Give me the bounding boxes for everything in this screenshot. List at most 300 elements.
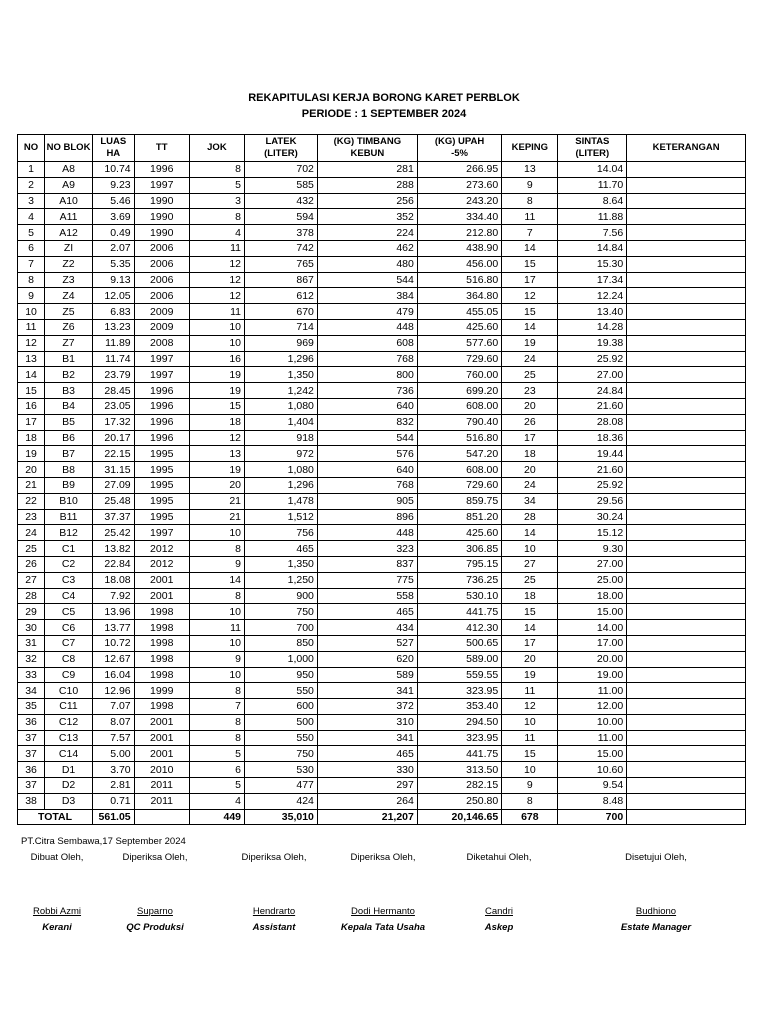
cell-no: 3: [18, 193, 45, 209]
cell-timbang-kebun: 256: [317, 193, 417, 209]
cell-luas-ha: 7.07: [92, 699, 134, 715]
cell-upah: 306.85: [417, 541, 501, 557]
cell-latek: 1,242: [245, 383, 318, 399]
cell-jok: 15: [189, 398, 244, 414]
cell-no-blok: Z5: [45, 304, 93, 320]
cell-no: 27: [18, 572, 45, 588]
cell-upah: 589.00: [417, 651, 501, 667]
cell-keping: 24: [502, 477, 558, 493]
cell-sintas: 27.00: [558, 556, 627, 572]
cell-keterangan: [627, 304, 746, 320]
cell-keterangan: [627, 162, 746, 178]
cell-keping: 23: [502, 383, 558, 399]
cell-jok: 12: [189, 430, 244, 446]
cell-keterangan: [627, 667, 746, 683]
column-header-luas-ha: LUAS HA: [92, 135, 134, 162]
cell-keping: 19: [502, 335, 558, 351]
cell-luas-ha: 22.15: [92, 446, 134, 462]
cell-latek: 530: [245, 762, 318, 778]
column-header-no-blok: NO BLOK: [45, 135, 93, 162]
cell-luas-ha: 3.69: [92, 209, 134, 225]
cell-latek: 950: [245, 667, 318, 683]
cell-latek: 612: [245, 288, 318, 304]
cell-timbang-kebun: 905: [317, 493, 417, 509]
cell-luas-ha: 13.96: [92, 604, 134, 620]
cell-timbang-kebun: 341: [317, 730, 417, 746]
cell-tt: 2012: [134, 541, 189, 557]
cell-keterangan: [627, 383, 746, 399]
table-row: [18, 367, 746, 383]
cell-keping: 15: [502, 604, 558, 620]
cell-luas-ha: 2.81: [92, 778, 134, 794]
cell-no: 24: [18, 525, 45, 541]
signature-name: Suparno: [137, 906, 173, 917]
cell-tt: 2010: [134, 762, 189, 778]
cell-sintas: 19.38: [558, 335, 627, 351]
cell-tt: 2006: [134, 240, 189, 256]
cell-no: 36: [18, 714, 45, 730]
cell-sintas: 11.70: [558, 177, 627, 193]
cell-latek: 1,080: [245, 398, 318, 414]
table-row: [18, 414, 746, 430]
cell-no-blok: Z3: [45, 272, 93, 288]
cell-no: 14: [18, 367, 45, 383]
cell-sintas: 24.84: [558, 383, 627, 399]
cell-latek: 918: [245, 430, 318, 446]
cell-upah: 438.90: [417, 240, 501, 256]
table-row: [18, 588, 746, 604]
report-period: PERIODE : 1 SEPTEMBER 2024: [301, 108, 467, 120]
cell-jok: 10: [189, 635, 244, 651]
cell-luas-ha: 13.23: [92, 319, 134, 335]
cell-keping: 11: [502, 730, 558, 746]
cell-tt: 1998: [134, 699, 189, 715]
cell-latek: 756: [245, 525, 318, 541]
cell-keterangan: [627, 714, 746, 730]
cell-jok: 11: [189, 620, 244, 636]
cell-no-blok: B6: [45, 430, 93, 446]
cell-timbang-kebun: 589: [317, 667, 417, 683]
signature-position: QC Produksi: [126, 922, 184, 933]
cell-jok: 10: [189, 525, 244, 541]
cell-latek: 1,000: [245, 651, 318, 667]
cell-sintas: 10.60: [558, 762, 627, 778]
cell-timbang-kebun: 465: [317, 604, 417, 620]
cell-luas-ha: 17.32: [92, 414, 134, 430]
cell-no: 6: [18, 240, 45, 256]
cell-keping: 19: [502, 667, 558, 683]
cell-upah: 353.40: [417, 699, 501, 715]
cell-latek: 969: [245, 335, 318, 351]
cell-tt: 2006: [134, 272, 189, 288]
cell-jok: 10: [189, 335, 244, 351]
cell-keping: 24: [502, 351, 558, 367]
table-row: [18, 556, 746, 572]
total-luas: 561.05: [92, 809, 134, 825]
cell-no: 18: [18, 430, 45, 446]
table-row: [18, 177, 746, 193]
cell-no: 21: [18, 477, 45, 493]
cell-keterangan: [627, 225, 746, 241]
cell-timbang-kebun: 896: [317, 509, 417, 525]
cell-keterangan: [627, 572, 746, 588]
cell-keping: 20: [502, 462, 558, 478]
cell-keterangan: [627, 430, 746, 446]
cell-timbang-kebun: 462: [317, 240, 417, 256]
cell-keping: 14: [502, 525, 558, 541]
cell-no: 30: [18, 620, 45, 636]
cell-keterangan: [627, 604, 746, 620]
total-latek: 35,010: [245, 809, 318, 825]
cell-latek: 1,080: [245, 462, 318, 478]
cell-upah: 364.80: [417, 288, 501, 304]
cell-no: 19: [18, 446, 45, 462]
cell-sintas: 12.24: [558, 288, 627, 304]
cell-tt: 2001: [134, 588, 189, 604]
cell-sintas: 20.00: [558, 651, 627, 667]
cell-latek: 972: [245, 446, 318, 462]
signature-label: Diperiksa Oleh,: [122, 852, 188, 863]
cell-timbang-kebun: 341: [317, 683, 417, 699]
table-row: [18, 620, 746, 636]
table-row: [18, 430, 746, 446]
cell-jok: 5: [189, 177, 244, 193]
cell-no-blok: Z2: [45, 256, 93, 272]
cell-upah: 425.60: [417, 525, 501, 541]
cell-timbang-kebun: 837: [317, 556, 417, 572]
cell-jok: 11: [189, 304, 244, 320]
table-row: [18, 541, 746, 557]
cell-no: 15: [18, 383, 45, 399]
cell-upah: 250.80: [417, 793, 501, 809]
cell-timbang-kebun: 736: [317, 383, 417, 399]
signature-position: Estate Manager: [620, 922, 692, 933]
cell-luas-ha: 10.72: [92, 635, 134, 651]
cell-luas-ha: 0.71: [92, 793, 134, 809]
cell-tt: 2009: [134, 304, 189, 320]
cell-jok: 6: [189, 762, 244, 778]
cell-upah: 441.75: [417, 746, 501, 762]
cell-latek: 550: [245, 730, 318, 746]
cell-luas-ha: 10.74: [92, 162, 134, 178]
table-row: [18, 667, 746, 683]
table-row: [18, 525, 746, 541]
cell-luas-ha: 25.42: [92, 525, 134, 541]
cell-keterangan: [627, 525, 746, 541]
cell-keping: 17: [502, 272, 558, 288]
cell-no: 37: [18, 730, 45, 746]
cell-luas-ha: 8.07: [92, 714, 134, 730]
total-keterangan: [627, 809, 746, 825]
cell-latek: 742: [245, 240, 318, 256]
cell-luas-ha: 5.35: [92, 256, 134, 272]
cell-sintas: 10.00: [558, 714, 627, 730]
table-row: [18, 462, 746, 478]
cell-no-blok: A8: [45, 162, 93, 178]
cell-timbang-kebun: 448: [317, 319, 417, 335]
cell-keping: 17: [502, 635, 558, 651]
cell-keterangan: [627, 746, 746, 762]
table-row: [18, 651, 746, 667]
cell-no-blok: C2: [45, 556, 93, 572]
table-row: [18, 319, 746, 335]
cell-latek: 670: [245, 304, 318, 320]
cell-tt: 2011: [134, 778, 189, 794]
cell-no-blok: C1: [45, 541, 93, 557]
cell-latek: 1,296: [245, 477, 318, 493]
cell-tt: 1995: [134, 446, 189, 462]
cell-timbang-kebun: 330: [317, 762, 417, 778]
cell-keping: 15: [502, 256, 558, 272]
cell-luas-ha: 16.04: [92, 667, 134, 683]
total-timbang: 21,207: [317, 809, 417, 825]
cell-jok: 14: [189, 572, 244, 588]
cell-timbang-kebun: 620: [317, 651, 417, 667]
table-row: [18, 335, 746, 351]
total-keping: 678: [502, 809, 558, 825]
cell-keterangan: [627, 683, 746, 699]
cell-no: 16: [18, 398, 45, 414]
table-row: [18, 209, 746, 225]
cell-timbang-kebun: 297: [317, 778, 417, 794]
cell-upah: 699.20: [417, 383, 501, 399]
column-header-upah: (KG) UPAH -5%: [417, 135, 501, 162]
cell-keping: 17: [502, 430, 558, 446]
cell-tt: 1997: [134, 177, 189, 193]
cell-timbang-kebun: 527: [317, 635, 417, 651]
cell-no-blok: C13: [45, 730, 93, 746]
cell-no-blok: B11: [45, 509, 93, 525]
cell-upah: 243.20: [417, 193, 501, 209]
signature-label: Diperiksa Oleh,: [350, 852, 416, 863]
cell-jok: 13: [189, 446, 244, 462]
cell-keterangan: [627, 288, 746, 304]
cell-keterangan: [627, 193, 746, 209]
cell-upah: 334.40: [417, 209, 501, 225]
table-row: [18, 193, 746, 209]
cell-no-blok: D2: [45, 778, 93, 794]
cell-jok: 8: [189, 541, 244, 557]
cell-jok: 21: [189, 509, 244, 525]
cell-luas-ha: 23.05: [92, 398, 134, 414]
signature-name: Hendrarto: [252, 906, 296, 917]
cell-keping: 12: [502, 288, 558, 304]
cell-jok: 12: [189, 288, 244, 304]
cell-sintas: 14.00: [558, 620, 627, 636]
cell-no-blok: B7: [45, 446, 93, 462]
cell-keping: 13: [502, 162, 558, 178]
cell-luas-ha: 28.45: [92, 383, 134, 399]
cell-luas-ha: 9.23: [92, 177, 134, 193]
cell-keping: 25: [502, 367, 558, 383]
cell-no: 17: [18, 414, 45, 430]
column-header-jok: JOK: [189, 135, 244, 162]
cell-upah: 323.95: [417, 683, 501, 699]
cell-keterangan: [627, 509, 746, 525]
cell-timbang-kebun: 544: [317, 430, 417, 446]
cell-tt: 1998: [134, 604, 189, 620]
table-row: [18, 604, 746, 620]
cell-jok: 12: [189, 256, 244, 272]
cell-latek: 600: [245, 699, 318, 715]
cell-no-blok: C10: [45, 683, 93, 699]
cell-jok: 4: [189, 225, 244, 241]
cell-keterangan: [627, 398, 746, 414]
cell-jok: 10: [189, 319, 244, 335]
cell-luas-ha: 12.96: [92, 683, 134, 699]
cell-keterangan: [627, 272, 746, 288]
cell-jok: 11: [189, 240, 244, 256]
cell-keping: 15: [502, 746, 558, 762]
table-row: [18, 240, 746, 256]
cell-jok: 16: [189, 351, 244, 367]
cell-jok: 18: [189, 414, 244, 430]
cell-no-blok: A12: [45, 225, 93, 241]
table-row: [18, 288, 746, 304]
cell-no: 37: [18, 746, 45, 762]
cell-timbang-kebun: 640: [317, 462, 417, 478]
cell-jok: 8: [189, 162, 244, 178]
cell-keterangan: [627, 319, 746, 335]
cell-no: 5: [18, 225, 45, 241]
cell-keterangan: [627, 414, 746, 430]
cell-no: 20: [18, 462, 45, 478]
column-header-keterangan: KETERANGAN: [627, 135, 746, 162]
cell-keping: 7: [502, 225, 558, 241]
cell-keterangan: [627, 762, 746, 778]
report-title: REKAPITULASI KERJA BORONG KARET PERBLOK: [248, 92, 520, 104]
cell-timbang-kebun: 640: [317, 398, 417, 414]
signature-position: Assistant: [252, 922, 296, 933]
cell-sintas: 21.60: [558, 462, 627, 478]
cell-timbang-kebun: 384: [317, 288, 417, 304]
cell-no: 8: [18, 272, 45, 288]
cell-luas-ha: 37.37: [92, 509, 134, 525]
table-row: [18, 446, 746, 462]
cell-tt: 2008: [134, 335, 189, 351]
cell-jok: 10: [189, 604, 244, 620]
cell-luas-ha: 9.13: [92, 272, 134, 288]
cell-timbang-kebun: 264: [317, 793, 417, 809]
cell-keterangan: [627, 588, 746, 604]
cell-no-blok: D1: [45, 762, 93, 778]
cell-sintas: 7.56: [558, 225, 627, 241]
cell-no-blok: B5: [45, 414, 93, 430]
cell-upah: 859.75: [417, 493, 501, 509]
cell-latek: 432: [245, 193, 318, 209]
cell-upah: 313.50: [417, 762, 501, 778]
cell-no-blok: C4: [45, 588, 93, 604]
cell-timbang-kebun: 768: [317, 351, 417, 367]
cell-timbang-kebun: 832: [317, 414, 417, 430]
cell-luas-ha: 13.82: [92, 541, 134, 557]
cell-luas-ha: 7.92: [92, 588, 134, 604]
table-row: [18, 225, 746, 241]
cell-tt: 2011: [134, 793, 189, 809]
cell-latek: 378: [245, 225, 318, 241]
cell-keterangan: [627, 699, 746, 715]
cell-jok: 8: [189, 730, 244, 746]
cell-upah: 577.60: [417, 335, 501, 351]
cell-tt: 1990: [134, 225, 189, 241]
table-header-row: [18, 135, 746, 162]
cell-latek: 867: [245, 272, 318, 288]
cell-jok: 8: [189, 683, 244, 699]
cell-keterangan: [627, 778, 746, 794]
cell-latek: 1,250: [245, 572, 318, 588]
cell-sintas: 12.00: [558, 699, 627, 715]
table-row: [18, 635, 746, 651]
cell-no: 9: [18, 288, 45, 304]
cell-upah: 729.60: [417, 477, 501, 493]
cell-tt: 2001: [134, 746, 189, 762]
cell-latek: 1,296: [245, 351, 318, 367]
cell-sintas: 13.40: [558, 304, 627, 320]
cell-keterangan: [627, 351, 746, 367]
cell-sintas: 14.04: [558, 162, 627, 178]
cell-keping: 10: [502, 541, 558, 557]
cell-timbang-kebun: 608: [317, 335, 417, 351]
cell-no: 38: [18, 793, 45, 809]
cell-sintas: 15.12: [558, 525, 627, 541]
cell-luas-ha: 12.67: [92, 651, 134, 667]
cell-no: 7: [18, 256, 45, 272]
cell-sintas: 14.28: [558, 319, 627, 335]
cell-sintas: 11.00: [558, 730, 627, 746]
cell-upah: 608.00: [417, 398, 501, 414]
cell-luas-ha: 18.08: [92, 572, 134, 588]
cell-upah: 456.00: [417, 256, 501, 272]
signature-label: Dibuat Oleh,: [30, 852, 84, 863]
total-upah: 20,146.65: [417, 809, 501, 825]
cell-keping: 18: [502, 446, 558, 462]
cell-timbang-kebun: 352: [317, 209, 417, 225]
cell-keping: 20: [502, 651, 558, 667]
signature-name: Candri: [485, 906, 513, 917]
cell-tt: 2009: [134, 319, 189, 335]
cell-upah: 282.15: [417, 778, 501, 794]
cell-keterangan: [627, 651, 746, 667]
table-row: [18, 272, 746, 288]
cell-jok: 7: [189, 699, 244, 715]
cell-upah: 760.00: [417, 367, 501, 383]
cell-no: 13: [18, 351, 45, 367]
cell-luas-ha: 5.46: [92, 193, 134, 209]
cell-timbang-kebun: 544: [317, 272, 417, 288]
cell-tt: 1996: [134, 414, 189, 430]
cell-no: 29: [18, 604, 45, 620]
cell-tt: 2006: [134, 256, 189, 272]
cell-luas-ha: 11.89: [92, 335, 134, 351]
cell-no-blok: B4: [45, 398, 93, 414]
cell-latek: 750: [245, 746, 318, 762]
cell-luas-ha: 6.83: [92, 304, 134, 320]
table-row: [18, 746, 746, 762]
cell-timbang-kebun: 800: [317, 367, 417, 383]
cell-tt: 2012: [134, 556, 189, 572]
table-body: [18, 162, 746, 825]
cell-no-blok: A9: [45, 177, 93, 193]
cell-keterangan: [627, 730, 746, 746]
cell-upah: 412.30: [417, 620, 501, 636]
cell-tt: 2001: [134, 730, 189, 746]
cell-jok: 3: [189, 193, 244, 209]
cell-no: 2: [18, 177, 45, 193]
total-label: TOTAL: [18, 809, 93, 825]
cell-no-blok: Z4: [45, 288, 93, 304]
cell-tt: 1996: [134, 162, 189, 178]
column-header-sintas: SINTAS (LITER): [558, 135, 627, 162]
